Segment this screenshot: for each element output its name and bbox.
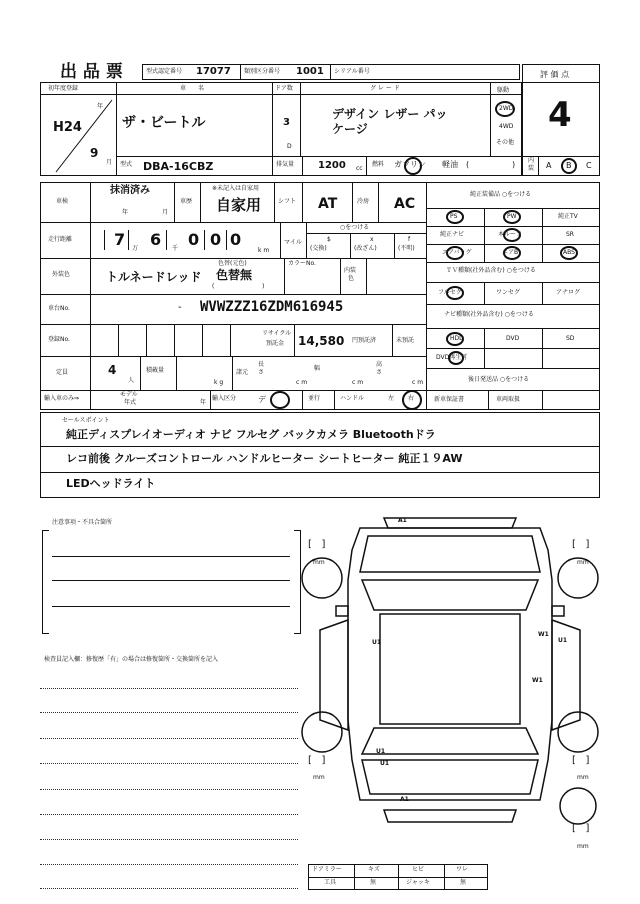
fuel-gasoline: ガソリン (394, 160, 426, 169)
swap-b2: (改ざん) (354, 245, 377, 252)
equip-ab-circle (503, 246, 521, 260)
import-dealer: デ (258, 395, 266, 404)
history-label: 車歴 (180, 198, 193, 205)
model-year-unit: 年 (200, 399, 207, 406)
tv-analog: アナログ (556, 289, 581, 296)
capacity-value: 4 (108, 363, 117, 377)
load-kg: k g (214, 379, 224, 386)
type-value: DBA-16CBZ (143, 160, 214, 173)
history-note: ※未記入は自家用 (212, 185, 260, 192)
color-paren-close: ) (262, 283, 265, 290)
later-manual: 車両取扱 (496, 396, 521, 403)
unk-a: f (408, 236, 411, 243)
drive-other: その他 (496, 139, 515, 146)
fuel-paren-open: ( (466, 160, 470, 169)
interior-b-circle (561, 158, 577, 174)
equip-airbag: エアバッグ (442, 249, 472, 256)
car-name: ザ・ビートル (122, 115, 206, 131)
tire-rl-bracket: [ ] (308, 755, 326, 766)
tv-title: ＴＶ種類(社外品含む) ○をつける (446, 267, 536, 274)
navi-dvd: DVD (506, 335, 520, 342)
tire-fl-bracket: [ ] (308, 539, 326, 550)
serial-label: シリアル番号 (334, 68, 370, 75)
bt-r4: 無 (460, 879, 467, 886)
equip-sunroof-circle (503, 228, 521, 242)
inspection-month: 月 (162, 209, 169, 216)
orig-color-label: 色替(元色) (218, 260, 247, 267)
fuel-label: 燃料 (372, 161, 385, 168)
interior-a: A (546, 161, 552, 170)
model-year-label-2: 年式 (124, 399, 137, 406)
caution-label: 注意事項・不具合箇所 (52, 519, 113, 526)
bt-h4: ワレ (456, 866, 469, 873)
recycle-label-1: リサイクル (262, 330, 292, 337)
fuel-diesel: 軽油 (442, 160, 458, 169)
tire-rr-mm: mm (577, 774, 589, 781)
drive-2wd-circle (495, 101, 515, 117)
model-approval-label: 型式認定番号 (146, 68, 183, 75)
interior-label-2: 装 (528, 165, 535, 172)
navi-sd: SD (566, 335, 575, 342)
category-no: 1001 (296, 66, 324, 77)
bt-r2: 無 (370, 879, 377, 886)
fuel-paren-close: ) (512, 160, 516, 169)
first-reg-label: 初年度登録 (48, 85, 79, 92)
sheet-title: 出 品 票 (60, 62, 123, 82)
dims-length-cm: c m (296, 379, 308, 386)
tire-spare-mm: mm (577, 843, 589, 850)
equip-airbag-circle (446, 246, 464, 260)
recycle-undeposited: 未預託 (396, 337, 415, 344)
mileage-man: 万 (132, 245, 139, 252)
mile-label: マイル (284, 239, 302, 246)
dims-width: 幅 (314, 365, 321, 372)
dvd-play: DVD再生可 (436, 354, 468, 361)
mileage-digit-3: 0 (188, 230, 200, 249)
tire-rl-mm: mm (313, 774, 325, 781)
score-label: 評 価 点 (540, 70, 570, 79)
recycle-deposited: 円預託済 (352, 337, 377, 344)
grade-label: グ レ ー ド (370, 85, 400, 92)
navi-title: ナビ種類(社外品含む) ○をつける (444, 311, 534, 318)
drive-label: 駆動 (497, 87, 510, 94)
recycle-label-2: 預託金 (266, 340, 285, 347)
later-title: 後日発送品 ○をつける (468, 376, 530, 383)
grade-line1: デザイン レザー パッ (332, 107, 448, 121)
doors-value: 3 (283, 117, 290, 128)
inspection-status: 抹消済み (110, 185, 150, 196)
tire-fr-bracket: [ ] (572, 539, 590, 550)
inspection-year: 年 (122, 209, 129, 216)
door-suffix: D (287, 143, 292, 150)
type-label: 型式 (120, 161, 133, 168)
chassis-dash: - (178, 302, 182, 313)
color-paren-open: ( (212, 283, 215, 290)
mileage-sen: 千 (172, 245, 179, 252)
later-warranty: 新車保証書 (434, 396, 465, 403)
dvd-play-circle (448, 351, 464, 365)
first-reg-month: 9 (90, 146, 99, 160)
dims-length-2: さ (258, 369, 265, 376)
sales-line-1: 純正ディスプレイオーディオ ナビ フルセグ バックカメラ Bluetoothドラ (66, 428, 436, 441)
mileage-digit-5: 0 (230, 230, 242, 249)
swap-a2: (交換) (310, 245, 327, 252)
import-label: 輸入車のみ⇒ (44, 395, 80, 402)
first-reg-slash (54, 98, 114, 174)
equipment-title: 純正装備品 ○をつける (470, 191, 532, 198)
diagram-w1-b: W1 (532, 677, 543, 684)
chassis-value: WVWZZZ16ZDM616945 (200, 299, 344, 315)
bt-h1: ドアミラー (312, 866, 342, 873)
interior-b: B (566, 161, 572, 170)
bt-h2: キズ (368, 866, 380, 873)
import-parallel: 並行 (308, 395, 321, 402)
capacity-unit: 人 (128, 377, 135, 384)
recycle-value: 14,580 (298, 334, 345, 348)
diagram-u1-right: U1 (558, 637, 568, 644)
month-unit: 月 (106, 159, 113, 166)
chassis-label: 車台No. (48, 305, 70, 312)
handle-right: 右 (408, 395, 415, 402)
diagram-w1-a: W1 (538, 631, 549, 638)
inspector-label: 検査員記入欄：修復歴「有」の場合は修復箇所・交換箇所を記入 (44, 656, 219, 663)
dims-height-2: さ (376, 369, 383, 376)
import-type-label: 輸入区分 (212, 395, 237, 402)
tire-rr-bracket: [ ] (572, 755, 590, 766)
model-approval-no: 17077 (196, 66, 231, 77)
dims-width-cm: c m (352, 379, 364, 386)
dims-height: 高 (376, 361, 383, 368)
diagram-u1-left: U1 (372, 639, 382, 646)
swap-b: x (370, 236, 374, 243)
equip-ab: エアB (502, 249, 519, 256)
interior-color-label-2: 色 (348, 275, 355, 282)
mileage-digit-4: 0 (210, 230, 222, 249)
dims-height-cm: c m (412, 379, 424, 386)
equip-ps-circle (446, 210, 464, 224)
handle-left: 左 (388, 395, 395, 402)
shift-label: シフト (278, 198, 297, 205)
interior-label-1: 内 (528, 157, 535, 164)
grade-line2: ケージ (332, 122, 368, 136)
displacement-value: 1200 (318, 160, 346, 171)
cc-unit: cc (356, 165, 363, 172)
diagram-a1-bottom: A1 (400, 796, 409, 803)
repaint-value: 色替無 (216, 268, 253, 282)
load-label: 積載量 (146, 367, 165, 374)
equip-abs-circle (560, 246, 578, 260)
category-label: 類別区分番号 (244, 68, 281, 75)
diagram-u1-lower-b: U1 (380, 760, 390, 767)
tire-fr-mm: mm (577, 559, 589, 566)
score-value: 4 (548, 95, 572, 135)
color-label: 外装色 (52, 271, 71, 278)
interior-color-label-1: 内装 (344, 267, 357, 274)
sales-label: セールスポイント (62, 417, 110, 424)
navi-hdd-circle (446, 332, 464, 346)
import-dealer-circle (270, 391, 290, 409)
drive-2wd: 2WD (499, 105, 514, 112)
model-year-label-1: モデル (120, 391, 138, 398)
unk-b: (不明) (398, 245, 415, 252)
equip-pw: PW (507, 213, 517, 220)
swap-a: $ (327, 236, 331, 243)
sales-line-3: LEDヘッドライト (66, 477, 156, 490)
color-no-label: カラーNo. (288, 260, 316, 267)
equip-sunroof: 本ルーフ (498, 231, 522, 238)
history-value: 自家用 (216, 196, 262, 214)
capacity-label: 定員 (56, 369, 69, 376)
displacement-label: 排気量 (276, 161, 295, 168)
car-name-label: 車 名 (180, 85, 205, 92)
tire-spare-bracket: [ ] (572, 823, 590, 834)
mileage-label: 走行距離 (48, 236, 73, 243)
first-reg-era: H24 (53, 120, 82, 135)
tire-fl-mm: mm (313, 559, 325, 566)
diagram-a1-top: A1 (398, 517, 407, 524)
tv-fullseg: フルセグ (438, 289, 462, 296)
dims-label: 諸元 (236, 369, 249, 376)
caution-bracket-left (42, 530, 49, 634)
registration-label: 登録No. (48, 336, 70, 343)
bt-r3: ジャッキ (406, 879, 430, 886)
ac-value: AC (394, 196, 416, 212)
equip-tv: 純正TV (558, 213, 578, 220)
mileage-digit-2: 6 (150, 230, 162, 249)
ac-label: 冷房 (357, 198, 370, 205)
sales-line-2: レコ前後 クルーズコントロール ハンドルヒーター シートヒーター 純正１９AW (66, 452, 463, 465)
mileage-km: k m (258, 247, 270, 254)
circle-note: ○をつける (340, 224, 370, 231)
diagram-u1-lower-a: U1 (376, 748, 386, 755)
year-unit: 年 (97, 103, 104, 110)
handle-right-circle (402, 390, 422, 410)
fuel-circle (404, 157, 422, 175)
dims-length: 長 (258, 361, 265, 368)
doors-label: ドア数 (275, 85, 293, 92)
interior-c: C (586, 161, 592, 170)
navi-hdd: HDD (450, 335, 464, 342)
car-damage-diagram (300, 510, 600, 860)
equip-navi: 純正ナビ (440, 231, 465, 238)
color-value: トルネードレッド (106, 270, 202, 284)
mileage-digit-1: 7 (114, 230, 126, 249)
bt-r1: 工具 (324, 879, 337, 886)
tv-fullseg-circle (446, 286, 464, 300)
equip-pw-circle (503, 210, 521, 224)
handle-label: ハンドル (340, 395, 365, 402)
drive-4wd: 4WD (499, 123, 514, 130)
shift-value: AT (318, 196, 338, 212)
inspection-label: 車検 (56, 198, 69, 205)
equip-abs: ABS (563, 249, 575, 256)
equip-ps: PS (450, 213, 458, 220)
bt-h3: ヒビ (412, 866, 425, 873)
tv-oneseg: ワンセグ (496, 289, 521, 296)
equip-sr: SR (566, 231, 574, 238)
